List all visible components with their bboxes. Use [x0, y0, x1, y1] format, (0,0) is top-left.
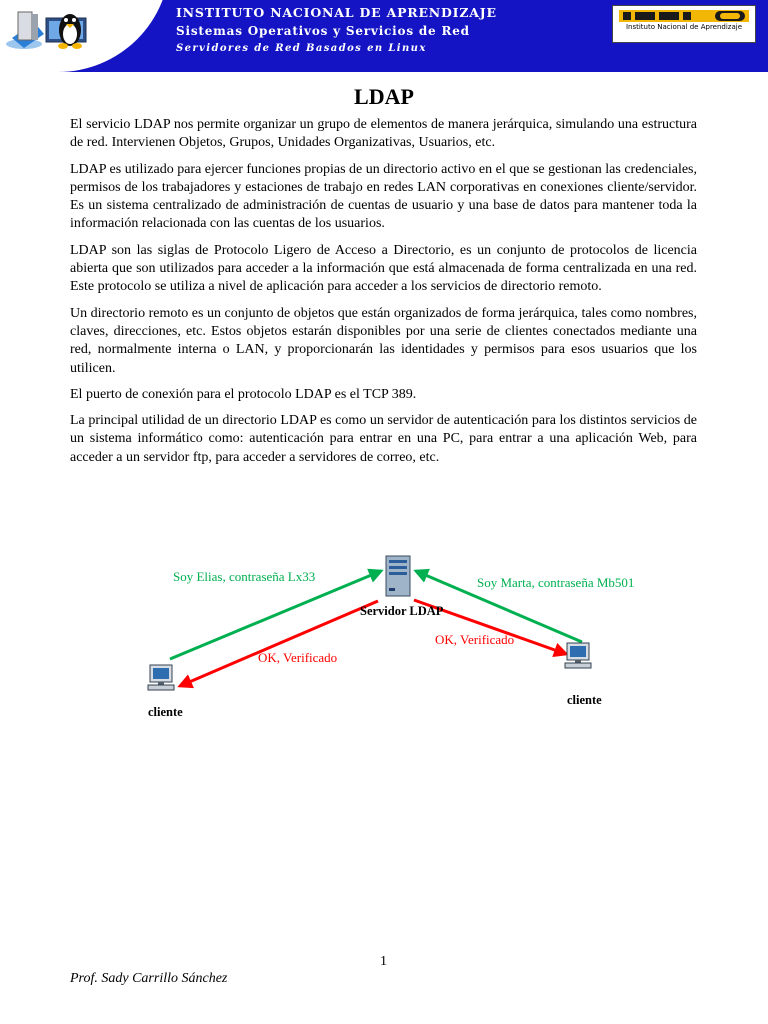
computer-icon [565, 643, 591, 668]
computer-icon [148, 665, 174, 690]
client-left-label: cliente [148, 705, 183, 719]
diagram-canvas [0, 540, 768, 740]
ldap-auth-diagram [0, 540, 768, 740]
paragraph: LDAP es utilizado para ejercer funciones propias de un directorio activo en el que se gestionan las credenciales, permisos de los trabajadores y estaciones de trabajo en redes LAN corporativas en conexiones cliente/servidor. Es un sistema centralizado de administración de cuentas de usuario y una base de datos para mantener toda la información relacionada con las cuentas de los usuarios. [70, 161, 697, 232]
page-title: LDAP [354, 84, 414, 109]
label-right-request: Soy Marta, contraseña Mb501 [477, 575, 635, 590]
document-body [70, 116, 697, 475]
client-right-label: cliente [567, 693, 602, 707]
label-left-response: OK, Verificado [258, 650, 338, 665]
paragraph: La principal utilidad de un directorio LDAP es como un servidor de autenticación para los distintos servicios de un sistema informático como: autenticación para entrar en una PC, para entrar a una aplicación Web, para acceder a un servidor ftp, para acceder a servidores de correo, etc. [70, 413, 697, 465]
ina-logo-text: Instituto Nacional de Aprendizaje [625, 23, 743, 31]
institution-name: INSTITUTO NACIONAL DE APRENDIZAJE [176, 5, 497, 20]
paragraph: LDAP son las siglas de Protocolo Ligero de Acceso a Directorio, es un conjunto de protocolos de licencia abierta que son utilizados para acceder a la información que está almacenada de forma centralizada en una red. Este protocolo se utiliza a nivel de aplicación para acceder a los servicios de directorio remoto. [70, 242, 697, 295]
label-right-response: OK, Verificado [435, 632, 515, 647]
ina-logo-mark-icon [619, 9, 749, 23]
course-name: Sistemas Operativos y Servicios de Red [176, 24, 470, 38]
header-banner [0, 0, 768, 72]
course-subtitle: Servidores de Red Basados en Linux [176, 43, 427, 54]
paragraph: El puerto de conexión para el protocolo LDAP es el TCP 389. [70, 386, 417, 402]
server-icon [386, 556, 410, 596]
paragraph: El servicio LDAP nos permite organizar un grupo de elementos de manera jerárquica, simulando una estructura de red. Intervienen Objetos, Grupos, Unidades Organizativas, Usuarios, etc. [70, 117, 697, 151]
banner-text-block [176, 4, 606, 58]
server-label: Servidor LDAP [360, 604, 444, 618]
paragraph: Un directorio remoto es un conjunto de objetos que están organizados de forma jerárquica, tales como nombres, claves, direcciones, etc. Estos objetos estarán disponibles por una serie de clientes conectados mediante una red, normalmente interna o LAN, y proporcionarán las identidades y permisos para esos usuarios que los utilicen. [70, 305, 697, 376]
page-number: 1 [380, 954, 387, 969]
ina-logo [612, 5, 756, 43]
label-left-request: Soy Elias, contraseña Lx33 [173, 569, 316, 584]
footer-author: Prof. Sady Carrillo Sánchez [70, 971, 228, 986]
linux-server-logo-icon [4, 4, 114, 52]
